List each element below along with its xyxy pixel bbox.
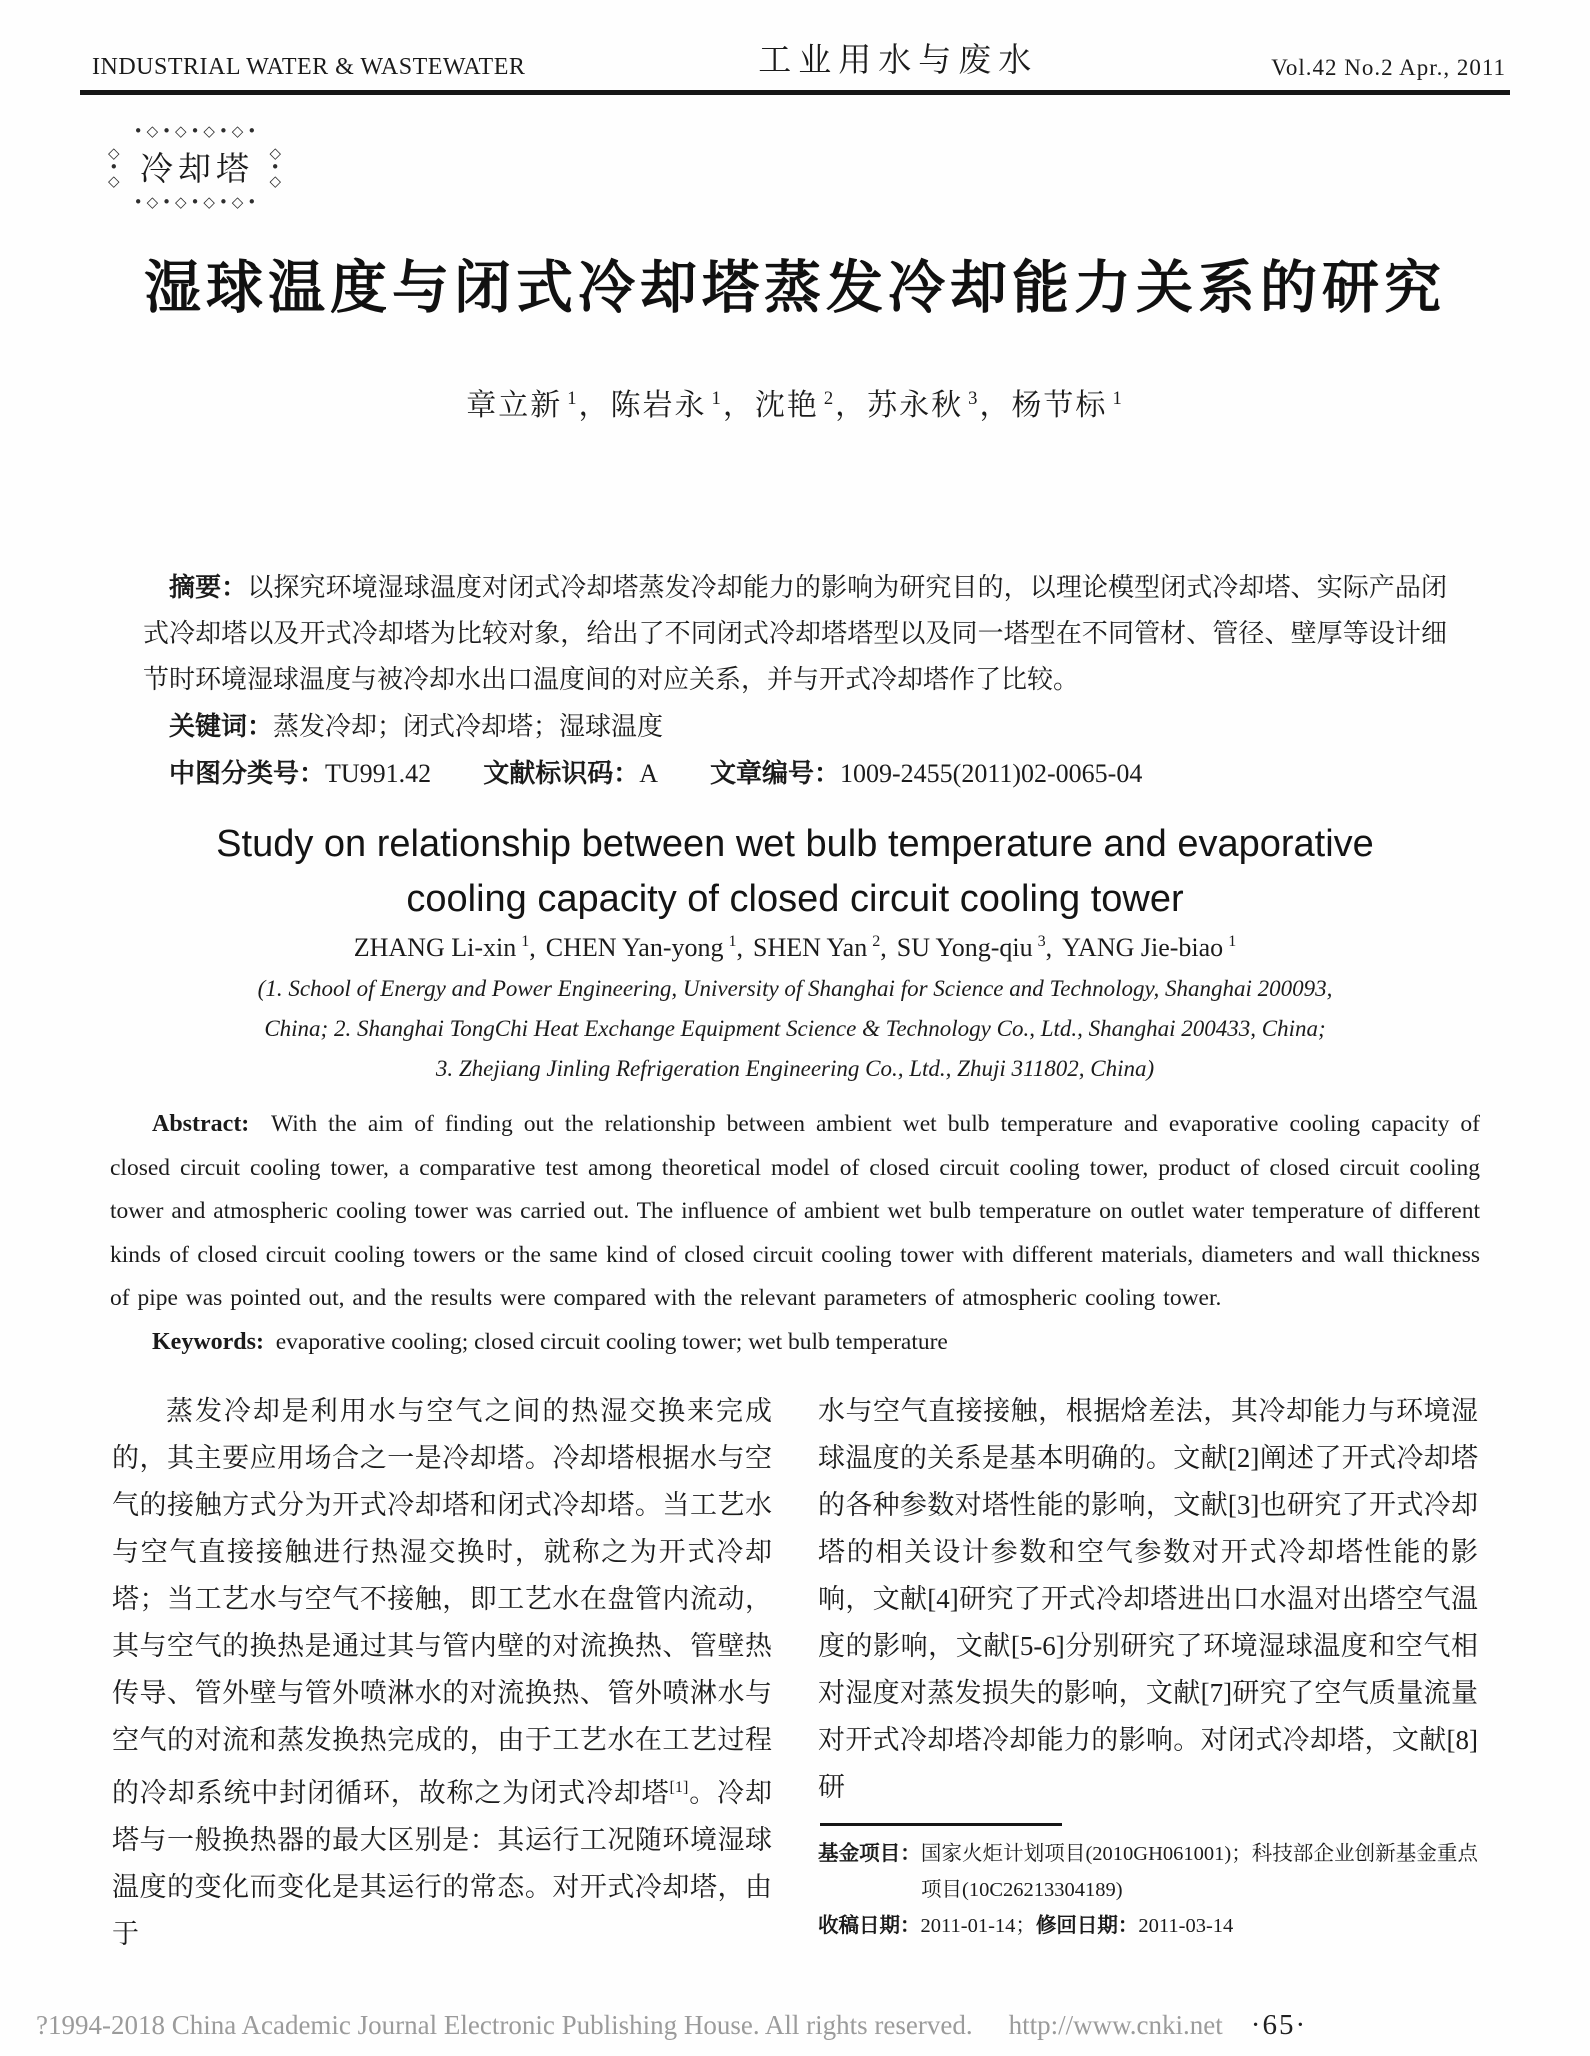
author-separator: , bbox=[529, 933, 536, 962]
received-label: 收稿日期： bbox=[818, 1914, 921, 1937]
keywords-cn-label: 关键词： bbox=[169, 711, 274, 741]
authors-en bbox=[0, 933, 1590, 963]
affiliation-line: (1. School of Energy and Power Engineering, University of Shanghai for Science and Technology, Shanghai 200093, bbox=[257, 976, 1333, 1001]
article-title-cn: 湿球温度与闭式冷却塔蒸发冷却能力关系的研究 bbox=[144, 256, 1446, 320]
journal-title-en: INDUSTRIAL WATER & WASTEWATER bbox=[92, 54, 526, 80]
abstract-en-text: With the aim of finding out the relationship between ambient wet bulb temperature and evaporative cooling capacity of closed circuit cooling tower, a comparative test among theoretical model of closed circuit cooling tower, product of closed circuit cooling tower and atmospheric cooling tower was carried out. The influence of ambient wet bulb temperature on outlet water temperature of different kinds of closed circuit cooling towers or the same kind of closed circuit cooling tower with different materials, diameters and wall thickness of pipe was pointed out, and the results were compared with the relevant parameters of atmospheric cooling tower. bbox=[110, 1111, 1480, 1311]
footnote-divider bbox=[820, 1823, 1062, 1826]
footnote bbox=[818, 1823, 1478, 1944]
abstract-cn-label: 摘要： bbox=[169, 572, 248, 602]
author-separator: , bbox=[736, 933, 744, 962]
author-affiliation-sup: 1 bbox=[567, 388, 579, 409]
body-left-column bbox=[112, 1388, 772, 1958]
keywords-cn bbox=[143, 703, 1447, 750]
author-name: SU Yong-qiu bbox=[896, 933, 1033, 962]
fund-note bbox=[818, 1836, 1478, 1908]
author-affiliation-sup: 1 bbox=[1112, 388, 1124, 409]
body-paragraph: 水与空气直接接触，根据焓差法，其冷却能力与环境湿球温度的关系是基本明确的。文献[2]阐述了开式冷却塔的各种参数对塔性能的影响，文献[3]也研究了开式冷却塔的相关设计参数和空气参数对开式冷却塔性能的影响，文献[4]研究了开式冷却塔进出口水温对出塔空气温度的影响，文献[5-6]分别研究了环境湿球温度和空气相对湿度对蒸发损失的影响，文献[7]研究了空气质量流量对开式冷却塔冷却能力的影响。对闭式冷却塔，文献[8]研 bbox=[818, 1396, 1478, 1802]
author-affiliation-sup: 3 bbox=[1037, 933, 1046, 951]
author-separator: , bbox=[880, 933, 887, 962]
body-text: 。冷却塔与一般换热器的最大区别是：其运行工况随环境湿球温度的变化而变化是其运行的常态。对开式冷却塔，由于 bbox=[112, 1778, 772, 1949]
author-affiliation-sup: 3 bbox=[968, 388, 980, 409]
footer-copyright: ?1994-2018 China Academic Journal Electronic Publishing House. All rights reserved. bbox=[36, 2010, 973, 2040]
author-name: YANG Jie-biao bbox=[1062, 933, 1224, 962]
author-affiliation-sup: 2 bbox=[823, 388, 836, 409]
author-name: 苏永秋 bbox=[867, 389, 964, 422]
article-id-value: 1009-2455(2011)02-0065-04 bbox=[840, 759, 1143, 788]
affiliation-line: China; 2. Shanghai TongChi Heat Exchange Equipment Science & Technology Co., Ltd., Shanghai 200433, China; bbox=[264, 1016, 1326, 1041]
affiliation-line: 3. Zhejiang Jinling Refrigeration Engineering Co., Ltd., Zhuji 311802, China) bbox=[435, 1056, 1155, 1081]
author-separator: ， bbox=[578, 389, 611, 422]
author-affiliation-sup: 1 bbox=[728, 933, 737, 951]
author-name: CHEN Yan-yong bbox=[545, 933, 724, 962]
keywords-en-label: Keywords: bbox=[152, 1328, 264, 1355]
author-separator: ， bbox=[722, 389, 755, 422]
author-affiliation-sup: 1 bbox=[521, 933, 530, 951]
journal-header bbox=[92, 34, 1506, 81]
author-affiliation-sup: 1 bbox=[1228, 933, 1237, 951]
citation-sup: [1] bbox=[669, 1778, 689, 1796]
badge-ornament-left-icon bbox=[108, 146, 125, 188]
keywords-cn-text: 蒸发冷却；闭式冷却塔；湿球温度 bbox=[273, 712, 664, 741]
author-name: 章立新 bbox=[466, 389, 563, 422]
affiliations bbox=[0, 969, 1590, 1089]
clc-value: TU991.42 bbox=[325, 759, 432, 788]
revised-label: 修回日期： bbox=[1035, 1914, 1139, 1937]
journal-title-cn: 工业用水与废水 bbox=[758, 43, 1039, 79]
column-category-badge bbox=[112, 129, 282, 204]
author-name: 沈艳 bbox=[754, 389, 819, 422]
body-text: 蒸发冷却是利用水与空气之间的热湿交换来完成的，其主要应用场合之一是冷却塔。冷却塔根据水与空气的接触方式分为开式冷却塔和闭式冷却塔。当工艺水与空气直接接触进行热湿交换时，就称之为开式冷却塔；当工艺水与空气不接触，即工艺水在盘管内流动，其与空气的换热是通过其与管内壁的对流换热、管壁热传导、管外壁与管外喷淋水的对流换热、管外喷淋水与空气的对流和蒸发换热完成的，由于工艺水在工艺过程的冷却系统中封闭循环，故称之为闭式冷却塔 bbox=[112, 1396, 772, 1808]
dates-note bbox=[818, 1908, 1478, 1944]
abstract-cn-text: 以探究环境湿球温度对闭式冷却塔蒸发冷却能力的影响为研究目的，以理论模型闭式冷却塔、实际产品闭式冷却塔以及开式冷却塔为比较对象，给出了不同闭式冷却塔塔型以及同一塔型在不同管材、管径、壁厚等设计细节时环境湿球温度与被冷却水出口温度间的对应关系，并与开式冷却塔作了比较。 bbox=[143, 573, 1447, 694]
body-paragraph bbox=[112, 1388, 772, 1958]
body-columns bbox=[112, 1388, 1478, 1958]
author-separator: ， bbox=[979, 389, 1012, 422]
badge-ornament-right-icon bbox=[269, 146, 286, 188]
article-title-en: Study on relationship between wet bulb temperature and evaporative cooling capacity of closed circuit cooling tower bbox=[216, 823, 1374, 920]
doc-code-value: A bbox=[639, 759, 658, 788]
doc-code-label: 文献标识码： bbox=[483, 758, 640, 788]
page-number: ·65· bbox=[1250, 2009, 1308, 2041]
classification-line bbox=[143, 750, 1447, 797]
issue-info: Vol.42 No.2 Apr., 2011 bbox=[1271, 55, 1506, 80]
abstract-en bbox=[110, 1103, 1480, 1321]
abstract-en-label: Abstract: bbox=[152, 1111, 250, 1137]
revised-value: 2011-03-14 bbox=[1138, 1915, 1234, 1937]
clc-label: 中图分类号： bbox=[169, 758, 326, 788]
article-id-label: 文章编号： bbox=[709, 758, 840, 788]
author-name: SHEN Yan bbox=[753, 933, 868, 962]
keywords-en bbox=[110, 1321, 1480, 1365]
author-affiliation-sup: 2 bbox=[872, 933, 881, 951]
abstract-cn bbox=[143, 564, 1447, 703]
keywords-en-text: evaporative cooling; closed circuit cooling tower; wet bulb temperature bbox=[275, 1328, 948, 1355]
fund-text: 国家火炬计划项目(2010GH061001)；科技部企业创新基金重点项目(10C26213304189) bbox=[920, 1843, 1479, 1901]
author-affiliation-sup: 1 bbox=[711, 388, 723, 409]
badge-label: 冷却塔 bbox=[140, 152, 254, 188]
body-right-column bbox=[818, 1388, 1478, 1958]
header-divider bbox=[80, 90, 1510, 95]
received-value: 2011-01-14； bbox=[920, 1915, 1036, 1937]
author-separator: ， bbox=[835, 389, 868, 422]
author-name: 陈岩永 bbox=[610, 389, 707, 422]
author-name: ZHANG Li-xin bbox=[353, 933, 517, 962]
footer-url: http://www.cnki.net bbox=[1008, 2010, 1223, 2040]
authors-cn bbox=[0, 380, 1590, 424]
scan-footer bbox=[36, 2009, 1560, 2042]
fund-label: 基金项目： bbox=[818, 1842, 921, 1865]
author-separator: , bbox=[1045, 933, 1053, 962]
author-name: 杨节标 bbox=[1011, 389, 1108, 422]
